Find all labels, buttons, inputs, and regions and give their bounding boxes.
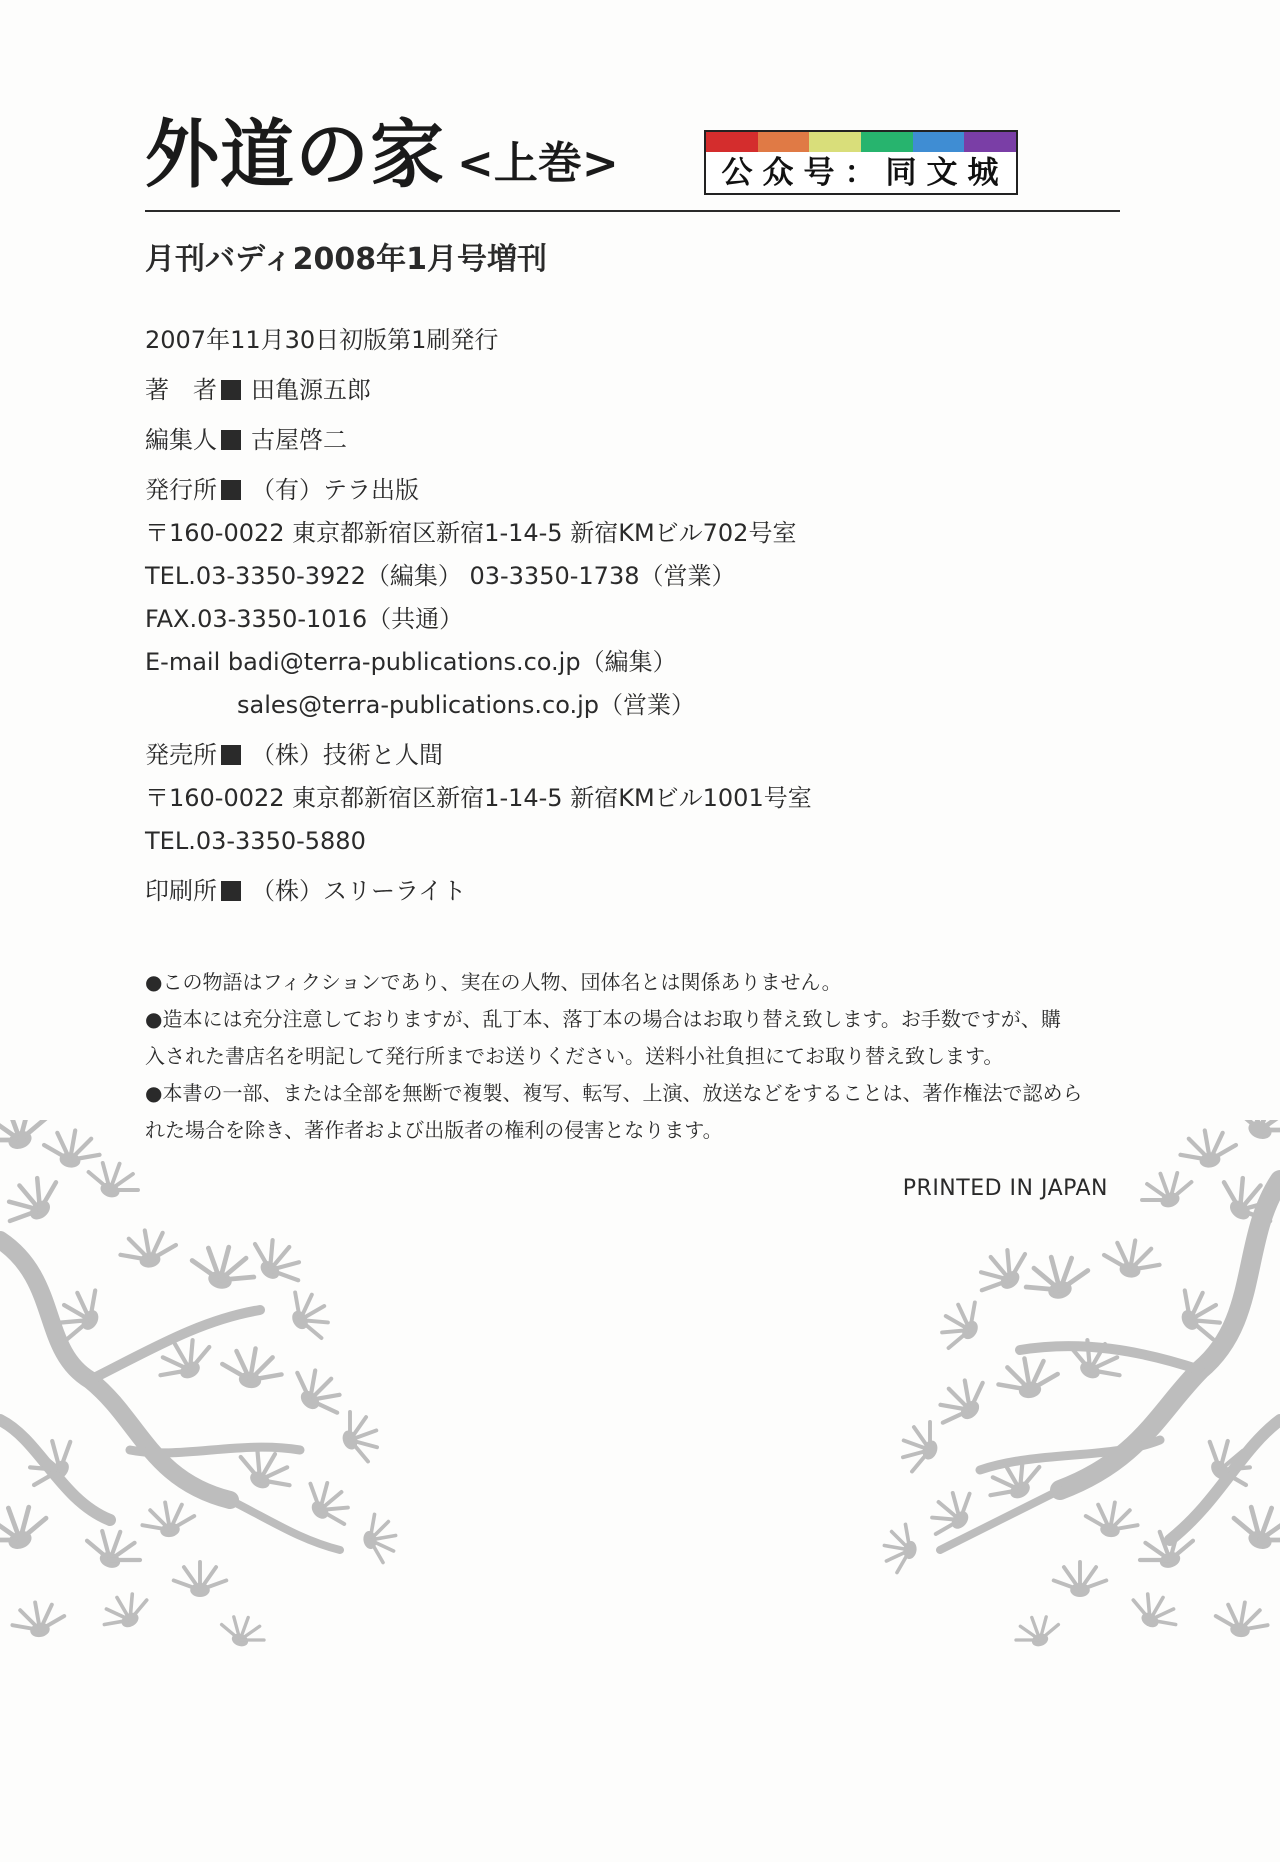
title-divider — [145, 210, 1120, 212]
editor-name: 古屋啓二 — [251, 426, 347, 454]
issuer-name: （有）テラ出版 — [251, 476, 419, 504]
seller-label: 発売所 — [145, 741, 217, 769]
bullet-square — [221, 430, 241, 450]
pine-tuft — [1177, 1126, 1239, 1173]
pine-tuft — [83, 1155, 144, 1206]
issuer-label: 発行所 — [145, 476, 217, 504]
pine-tuft — [1054, 1562, 1107, 1597]
pine-tuft — [334, 1406, 385, 1467]
printed-in-japan: PRINTED IN JAPAN — [902, 1176, 1108, 1201]
printer-label: 印刷所 — [145, 877, 217, 905]
pine-tuft — [1083, 1498, 1141, 1542]
pine-tuft — [880, 1521, 920, 1575]
badge-stripe-4 — [861, 132, 913, 152]
first-edition-line: 2007年11月30日初版第1刷発行 — [145, 326, 499, 354]
pine-tuft — [359, 1511, 399, 1565]
pine-tuft — [1136, 1165, 1197, 1216]
pine-tuft — [117, 1226, 179, 1273]
issuer-fax: FAX.03-3350-1016（共通） — [145, 605, 464, 633]
bullet-square — [221, 745, 241, 765]
pine-tuft — [1126, 1585, 1185, 1638]
pine-tuft — [1227, 1497, 1280, 1559]
badge-stripe-6 — [964, 132, 1016, 152]
badge-stripe-5 — [913, 132, 965, 152]
note-copyright-2: れた場合を除き、著作者および出版者の権利の侵害となります。 — [145, 1118, 723, 1142]
printer-name: （株）スリーライト — [251, 877, 467, 905]
bullet-square — [221, 380, 241, 400]
badge-color-stripes — [706, 132, 1016, 152]
pine-tuft — [139, 1498, 197, 1542]
seller-address: 〒160-0022 東京都新宿区新宿1-14-5 新宿KMビル1001号室 — [145, 784, 812, 812]
pine-tuft — [0, 1166, 68, 1235]
issuer-line — [145, 478, 1095, 502]
pine-tuft — [285, 1359, 351, 1425]
pine-tuft — [187, 1239, 260, 1297]
author-name: 田亀源五郎 — [251, 376, 371, 404]
note-copyright-1: ●本書の一部、または全部を無断で複製、複写、転写、上演、放送などをすることは、著作権法で認めら — [145, 1081, 1083, 1105]
pine-tuft — [298, 1472, 359, 1535]
pine-tuft — [1213, 1598, 1271, 1642]
pine-tree-right-illustration — [840, 1120, 1280, 1680]
pine-branch — [1060, 1180, 1280, 1490]
pine-tuft — [929, 1369, 995, 1435]
colophon-block — [145, 328, 1095, 903]
pine-tuft — [895, 1416, 946, 1477]
issuer-address: 〒160-0022 東京都新宿区新宿1-14-5 新宿KMビル702号室 — [145, 519, 797, 547]
pine-tuft — [41, 1126, 103, 1173]
watermark-badge — [704, 130, 1018, 195]
title-row — [145, 112, 619, 198]
note-replacement-2: 入された書店名を明記して発行所までお送りください。送料小社負担にてお取り替え致します。 — [145, 1044, 1004, 1068]
pine-tuft — [81, 1522, 147, 1577]
author-line — [145, 378, 1095, 402]
pine-branch — [1020, 1346, 1200, 1370]
pine-tree-left-illustration — [0, 1120, 420, 1680]
pine-tuft — [1011, 1610, 1064, 1654]
pine-tuft — [969, 1239, 1036, 1304]
seller-tel: TEL.03-3350-5880 — [145, 827, 366, 855]
volume-label: <上巻> — [457, 138, 619, 189]
pine-tuft — [9, 1598, 67, 1642]
pine-tuft — [933, 1293, 990, 1356]
badge-text: 公众号：同文城 — [721, 155, 1009, 191]
issuer-tel: TEL.03-3350-3922（編集） 03-3350-1738（営業） — [145, 562, 736, 590]
pine-tuft — [1062, 1330, 1130, 1391]
pine-tuft — [0, 1497, 53, 1559]
author-label: 著 者 — [145, 376, 217, 404]
badge-stripe-1 — [706, 132, 758, 152]
bullet-square — [221, 881, 241, 901]
pine-tuft — [1101, 1236, 1163, 1283]
note-fiction: ●この物語はフィクションであり、実在の人物、団体名とは関係ありません。 — [145, 970, 842, 994]
printer-line — [145, 879, 1095, 903]
pine-tuft — [244, 1229, 311, 1294]
seller-line — [145, 743, 1095, 767]
book-title: 外道の家 — [145, 112, 445, 198]
pine-tuft — [1020, 1249, 1093, 1307]
pine-tuft — [0, 1120, 53, 1159]
pine-tuft — [96, 1585, 155, 1638]
pine-tuft — [995, 1353, 1061, 1403]
seller-name: （株）技術と人間 — [251, 741, 443, 769]
note-replacement-1: ●造本には充分注意しておりますが、乱丁本、落丁本の場合はお取り替え致します。お手数ですが、購 — [145, 1007, 1061, 1031]
pine-branch — [1170, 1420, 1280, 1540]
pine-tuft — [219, 1343, 285, 1393]
pine-tuft — [174, 1562, 227, 1597]
editor-line — [145, 428, 1095, 452]
editor-label: 編集人 — [145, 426, 217, 454]
badge-stripe-2 — [758, 132, 810, 152]
pine-tuft — [217, 1610, 270, 1654]
bullet-square — [221, 480, 241, 500]
email-line-2: sales@terra-publications.co.jp（営業） — [237, 691, 696, 719]
subtitle: 月刊バディ2008年1月号増刊 — [145, 242, 547, 277]
pine-tuft — [281, 1283, 338, 1346]
badge-stripe-3 — [809, 132, 861, 152]
email-line-1: E-mail badi@terra-publications.co.jp（編集） — [145, 648, 677, 676]
